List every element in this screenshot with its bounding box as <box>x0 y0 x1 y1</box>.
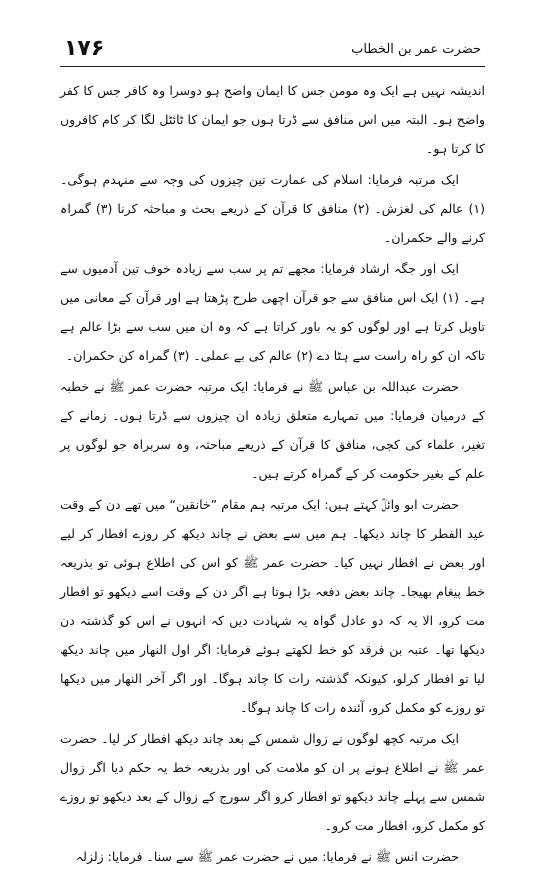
paragraph: حضرت ابو وائلؒ کہتے ہیں: ایک مرتبہ ہم مقام ”خانقین“ میں تھے دن کے وقت عید الفطر کا چاند دیکھا۔ ہم میں سے بعض نے چاند دیکھ کر روزے افطار کر لیے اور بعض نے افطار نہیں کیا۔ حضرت عمر ﷺ کو اس کی اطلاع ہوئی تو بذریعہ خط پیغام بھیجا۔ چاند بعض دفعہ بڑا ہوتا ہے اگر دن کے وقت اسے دیکھو تو افطار مت کرو، الا یہ کہ دو عادل گواہ یہ شہادت دیں کہ انہوں نے اس کو گذشتہ دن دیکھا تھا۔ عتبہ بن فرقد کو خط لکھتے ہوئے فرمایا: اگر اول النھار میں چاند دیکھ لیا تو افطار کرلو، کیونکہ گذشتہ رات کا چاند ہوگا۔ اور اگر آخر النھار میں دیکھا تو روزے کو مکمل کرو، آئندہ رات کا چاند ہوگا۔ <box>60 497 485 715</box>
paragraph: اندیشہ نہیں ہے ایک وہ مومن جس کا ایمان واضح ہو دوسرا وہ کافر جس کا کفر واضح ہو۔ البتہ میں اس منافق سے ڈرتا ہوں جو ایمان کا ٹائٹل لگا کر کام کافروں کا کرتا ہو۔ <box>60 83 485 156</box>
page-number: ۱۷۶ <box>64 36 105 61</box>
body-text <box>60 76 485 864</box>
running-title: حضرت عمر بن الخطاب <box>351 42 481 57</box>
page-header <box>60 30 485 70</box>
paragraph: ایک اور جگہ ارشاد فرمایا: مجھے تم پر سب سے زیادہ خوف تین آدمیوں سے ہے۔ (۱) ایک اس منافق سے جو قرآن اچھی طرح پڑھتا ہے اور قرآن کے معانی میں تاویل کرتا ہے اور لوگوں کو یہ باور کراتا ہے کہ وہ ان میں سب سے بڑا عالم ہے تاکہ ان کو راہ راست سے ہٹا دے (۲) عالم کی بے عملی۔ (۳) گمراہ کن حکمران۔ <box>60 261 485 363</box>
paragraph: حضرت انس ﷺ نے فرمایا: میں نے حضرت عمر ﷺ سے سنا۔ فرمایا: زلزلہ <box>75 849 459 864</box>
paragraph: ایک مرتبہ فرمایا: اسلام کی عمارت تین چیزوں کی وجہ سے منہدم ہوگی۔ (۱) عالم کی لغزش۔ (۲) منافق کا قرآن کے ذریعے بحث و مباحثہ کرنا (۳) گمراہ کرنے والے حکمران۔ <box>60 172 485 245</box>
paragraph: حضرت عبداللہ بن عباس ﷺ نے فرمایا: ایک مرتبہ حضرت عمر ﷺ نے خطبہ کے درمیان فرمایا: میں تمہارے متعلق زیادہ ان چیزوں سے ڈرتا ہوں۔ زمانے کے تغیر، علماء کی کجی، منافق کا قرآن کے ذریعے مباحثہ، وہ سربراہ جو لوگوں پر علم کے بغیر حکومت کر کے گمراہ کرتے ہیں۔ <box>60 379 485 481</box>
paragraph: ایک مرتبہ کچھ لوگوں نے زوال شمس کے بعد چاند دیکھ افطار کر لیا۔ حضرت عمر ﷺ نے اطلاع ہونے پر ان کو ملامت کی اور بذریعہ خط یہ حکم دیا اگر زوال شمس سے پہلے چاند دیکھو تو افطار کرو اگر سورج کے زوال کے بعد دیکھو تو روزے کو مکمل کرو، افطار مت کرو۔ <box>60 731 485 833</box>
header-rule <box>60 66 485 67</box>
